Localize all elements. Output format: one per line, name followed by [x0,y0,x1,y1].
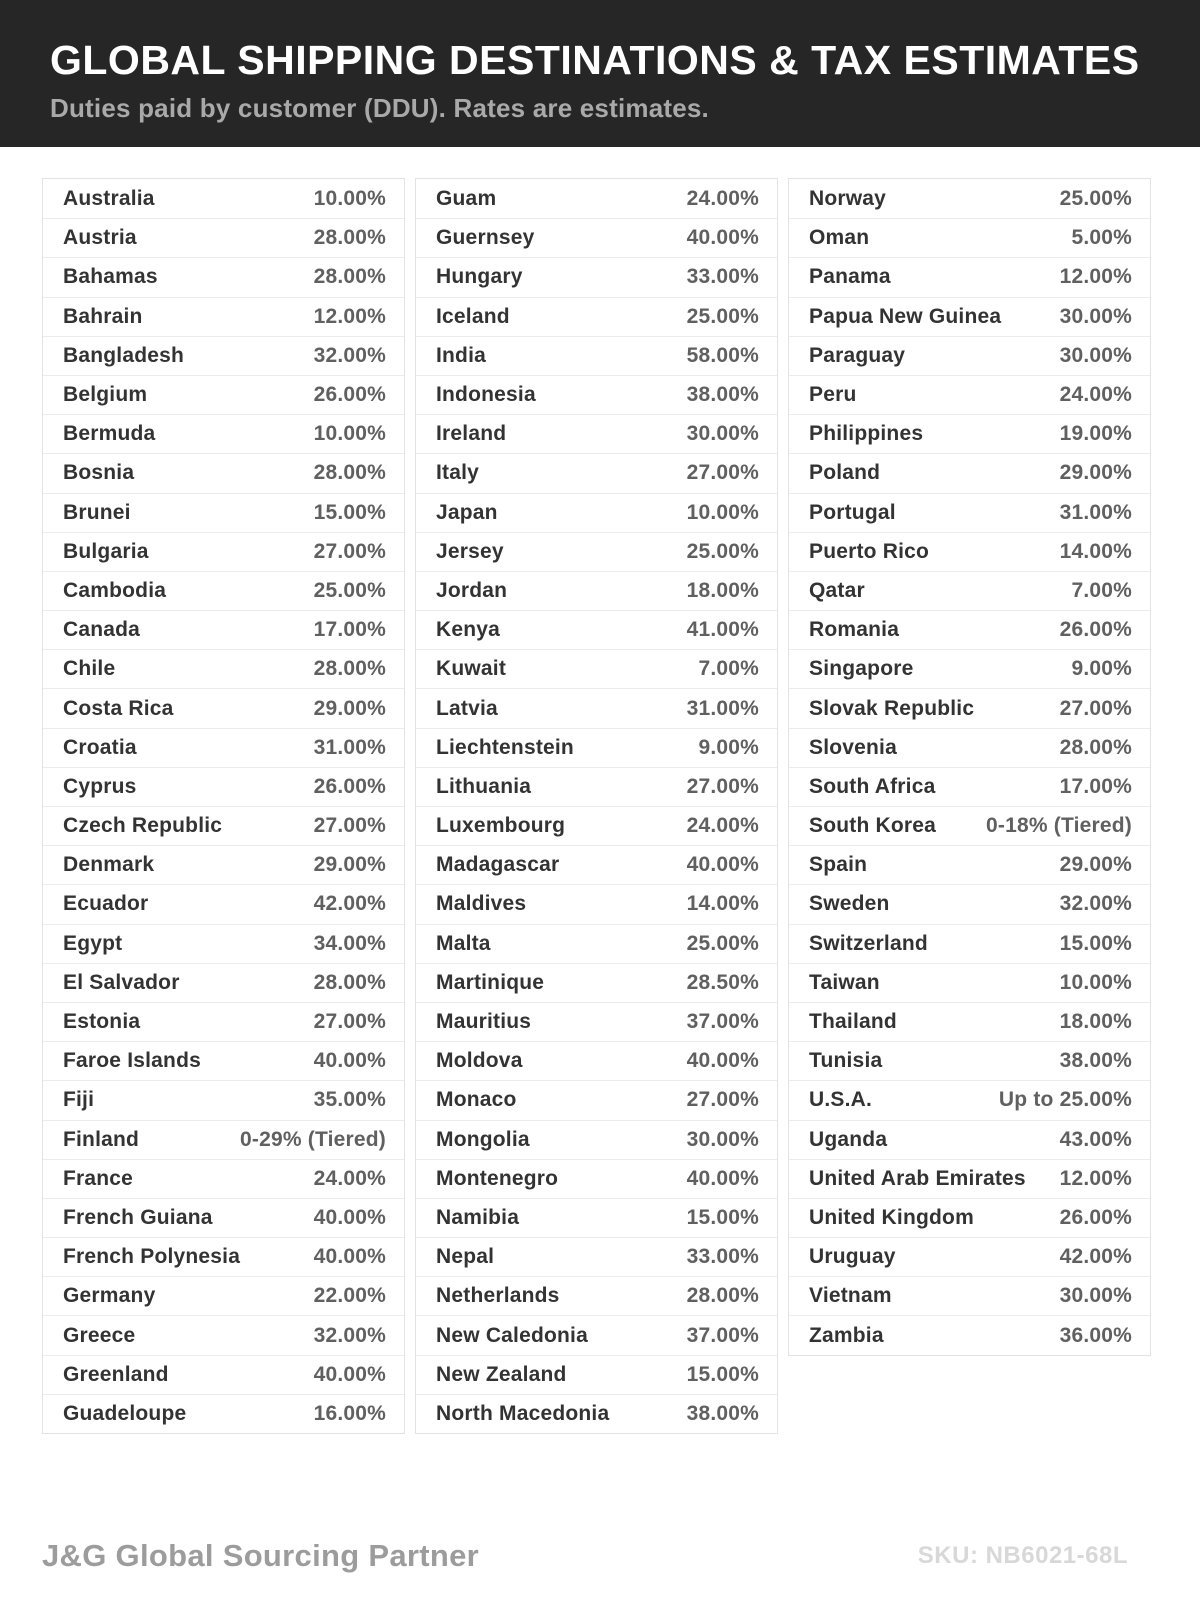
country-name: Slovak Republic [809,696,975,720]
country-name: Japan [436,500,498,524]
table-row [43,1237,404,1276]
tax-rate: 40.00% [686,226,759,250]
table-row [43,1041,404,1080]
country-name: Montenegro [436,1166,559,1190]
country-name: Faroe Islands [63,1049,201,1073]
country-name: North Macedonia [436,1401,610,1425]
country-name: Bosnia [63,461,135,485]
country-name: New Zealand [436,1362,567,1386]
country-name: Portugal [809,500,896,524]
table-row [416,1002,777,1041]
country-name: Croatia [63,735,137,759]
country-name: Guadeloupe [63,1401,187,1425]
tax-rate: 28.00% [313,265,386,289]
tax-rate: 5.00% [1071,226,1132,250]
country-name: Bulgaria [63,539,149,563]
tax-rate: 9.00% [1071,657,1132,681]
country-name: Ecuador [63,892,149,916]
table-row [416,1159,777,1198]
country-name: France [63,1166,134,1190]
table-row [789,845,1150,884]
tax-rate: 30.00% [686,1127,759,1151]
tax-rate: 18.00% [686,578,759,602]
rates-tables [42,178,1151,1434]
country-name: Jersey [436,539,504,563]
table-row [416,218,777,257]
tax-rate: 27.00% [686,774,759,798]
country-name: Egypt [63,931,123,955]
country-name: Thailand [809,1010,897,1034]
country-name: Chile [63,657,116,681]
tax-rate: 41.00% [686,618,759,642]
table-row [789,688,1150,727]
rates-column-3 [788,178,1151,1356]
page-title: GLOBAL SHIPPING DESTINATIONS & TAX ESTIMATES [50,37,1140,83]
tax-rate: 28.00% [313,657,386,681]
table-row [789,767,1150,806]
table-row [416,375,777,414]
tax-rate: 33.00% [686,265,759,289]
country-name: Latvia [436,696,498,720]
country-name: Italy [436,461,480,485]
country-name: Denmark [63,853,155,877]
country-name: Cambodia [63,578,167,602]
table-row [789,1080,1150,1119]
table-row [416,179,777,218]
tax-rate: 27.00% [313,1010,386,1034]
table-row [416,1237,777,1276]
tax-rate: 27.00% [1059,696,1132,720]
tax-rate: 17.00% [313,618,386,642]
country-name: Nepal [436,1245,495,1269]
tax-rate: 15.00% [686,1205,759,1229]
table-row [416,1041,777,1080]
tax-rate: 24.00% [686,186,759,210]
country-name: New Caledonia [436,1323,588,1347]
country-name: U.S.A. [809,1088,873,1112]
country-name: Czech Republic [63,814,223,838]
country-name: South Africa [809,774,936,798]
table-row [43,1315,404,1354]
table-row [43,1394,404,1433]
tax-rate: 31.00% [686,696,759,720]
table-row [416,1198,777,1237]
tax-rate: 40.00% [686,853,759,877]
table-row [789,257,1150,296]
table-row [43,1002,404,1041]
country-name: Liechtenstein [436,735,574,759]
country-name: Mongolia [436,1127,530,1151]
table-row [416,1120,777,1159]
tax-rate: 25.00% [313,578,386,602]
country-name: Costa Rica [63,696,174,720]
table-row [43,375,404,414]
table-row [416,257,777,296]
table-row [416,1394,777,1433]
country-name: Spain [809,853,868,877]
table-row [43,728,404,767]
tax-rate: 32.00% [313,1323,386,1347]
country-name: Estonia [63,1010,141,1034]
table-row [43,649,404,688]
country-name: United Kingdom [809,1205,974,1229]
table-row [416,610,777,649]
brand-name: J&G Global Sourcing Partner [42,1538,480,1573]
country-name: Malta [436,931,491,955]
table-row [416,414,777,453]
tax-rate: 15.00% [313,500,386,524]
tax-rate: 7.00% [698,657,759,681]
country-name: Greenland [63,1362,169,1386]
table-row [416,1315,777,1354]
tax-rate: 26.00% [313,774,386,798]
country-name: Bermuda [63,422,156,446]
country-name: Indonesia [436,383,536,407]
country-name: Lithuania [436,774,532,798]
tax-rate: 58.00% [686,343,759,367]
table-row [416,963,777,1002]
table-row [789,963,1150,1002]
tax-rate: 12.00% [313,304,386,328]
country-name: Guam [436,186,497,210]
tax-rate: 0-29% (Tiered) [240,1127,386,1151]
country-name: Netherlands [436,1284,560,1308]
table-row [789,297,1150,336]
table-row [789,1315,1150,1354]
table-row [43,806,404,845]
country-name: Iceland [436,304,510,328]
table-row [789,453,1150,492]
tax-rate: 10.00% [686,500,759,524]
sku-label: SKU: NB6021-68L [917,1542,1128,1569]
country-name: Ireland [436,422,507,446]
tax-rate: Up to 25.00% [998,1088,1132,1112]
tax-rate: 29.00% [1059,461,1132,485]
table-row [789,1041,1150,1080]
country-name: French Guiana [63,1205,213,1229]
country-name: Namibia [436,1205,520,1229]
country-name: El Salvador [63,970,180,994]
table-row [43,493,404,532]
country-name: Tunisia [809,1049,883,1073]
tax-rate: 40.00% [313,1245,386,1269]
country-name: Peru [809,383,857,407]
tax-rate: 25.00% [686,539,759,563]
table-row [43,1080,404,1119]
tax-rate: 0-18% (Tiered) [986,814,1132,838]
country-name: Germany [63,1284,156,1308]
country-name: Hungary [436,265,523,289]
table-row [789,924,1150,963]
table-row [43,179,404,218]
country-name: Switzerland [809,931,928,955]
table-row [416,688,777,727]
country-name: Kuwait [436,657,507,681]
table-row [789,1159,1150,1198]
tax-rate: 38.00% [686,383,759,407]
table-row [789,218,1150,257]
tax-rate: 12.00% [1059,1166,1132,1190]
tax-rate: 40.00% [686,1166,759,1190]
country-name: Taiwan [809,970,880,994]
tax-rate: 12.00% [1059,265,1132,289]
tax-rate: 10.00% [313,422,386,446]
table-row [789,610,1150,649]
table-row [789,375,1150,414]
table-row [789,806,1150,845]
table-row [789,1002,1150,1041]
tax-rate: 34.00% [313,931,386,955]
tax-rate: 30.00% [686,422,759,446]
table-row [43,963,404,1002]
tax-rate: 40.00% [313,1049,386,1073]
table-row [43,257,404,296]
table-row [789,179,1150,218]
tax-rate: 27.00% [686,1088,759,1112]
country-name: Kenya [436,618,501,642]
country-name: Qatar [809,578,865,602]
table-row [416,845,777,884]
country-name: Poland [809,461,881,485]
table-row [416,453,777,492]
tax-rate: 42.00% [313,892,386,916]
country-name: Martinique [436,970,545,994]
table-row [416,728,777,767]
country-name: Canada [63,618,141,642]
country-name: Australia [63,186,155,210]
table-row [789,1198,1150,1237]
country-name: Brunei [63,500,131,524]
table-row [416,493,777,532]
table-row [416,924,777,963]
tax-rate: 33.00% [686,1245,759,1269]
tax-rate: 24.00% [313,1166,386,1190]
tax-rate: 26.00% [1059,1205,1132,1229]
country-name: Fiji [63,1088,95,1112]
table-row [43,1198,404,1237]
country-name: Cyprus [63,774,137,798]
table-row [789,493,1150,532]
country-name: Jordan [436,578,508,602]
country-name: Philippines [809,422,924,446]
country-name: Sweden [809,892,890,916]
tax-rate: 28.50% [686,970,759,994]
tax-rate: 26.00% [1059,618,1132,642]
tax-rate: 30.00% [1059,304,1132,328]
country-name: Moldova [436,1049,523,1073]
tax-rate: 29.00% [1059,853,1132,877]
tax-rate: 19.00% [1059,422,1132,446]
table-row [789,1237,1150,1276]
country-name: Guernsey [436,226,535,250]
tax-rate: 37.00% [686,1323,759,1347]
table-row [789,884,1150,923]
table-row [43,688,404,727]
table-row [43,884,404,923]
country-name: Bahamas [63,265,158,289]
table-row [43,453,404,492]
table-row [789,728,1150,767]
country-name: Belgium [63,383,148,407]
table-row [416,649,777,688]
country-name: Maldives [436,892,527,916]
table-row [416,532,777,571]
table-row [43,336,404,375]
table-row [789,1276,1150,1315]
tax-rate: 38.00% [1059,1049,1132,1073]
country-name: Finland [63,1127,140,1151]
country-name: South Korea [809,814,937,838]
tax-rate: 30.00% [1059,1284,1132,1308]
country-name: Romania [809,618,900,642]
tax-rate: 10.00% [1059,970,1132,994]
country-name: French Polynesia [63,1245,241,1269]
country-name: Mauritius [436,1010,532,1034]
tax-rate: 15.00% [1059,931,1132,955]
tax-rate: 24.00% [686,814,759,838]
table-row [43,297,404,336]
tax-rate: 28.00% [313,226,386,250]
tax-rate: 9.00% [698,735,759,759]
country-name: Panama [809,265,891,289]
country-name: Bahrain [63,304,143,328]
table-row [789,336,1150,375]
tax-rate: 7.00% [1071,578,1132,602]
country-name: Madagascar [436,853,560,877]
tax-rate: 37.00% [686,1010,759,1034]
tax-rate: 38.00% [686,1401,759,1425]
tax-rate: 24.00% [1059,383,1132,407]
table-row [416,336,777,375]
country-name: Monaco [436,1088,517,1112]
table-row [416,571,777,610]
tax-rate: 22.00% [313,1284,386,1308]
tax-rate: 16.00% [313,1401,386,1425]
table-row [43,845,404,884]
table-row [43,1355,404,1394]
rates-column-2 [415,178,778,1434]
tax-rate: 32.00% [1059,892,1132,916]
table-row [789,649,1150,688]
tax-rate: 36.00% [1059,1323,1132,1347]
tax-rate: 10.00% [313,186,386,210]
table-row [43,532,404,571]
table-row [416,767,777,806]
table-row [416,1355,777,1394]
header [0,0,1200,147]
tax-rate: 27.00% [686,461,759,485]
tax-rate: 28.00% [1059,735,1132,759]
tax-rate: 27.00% [313,539,386,563]
country-name: Norway [809,186,887,210]
table-row [789,532,1150,571]
tax-rate: 14.00% [686,892,759,916]
tax-rate: 31.00% [1059,500,1132,524]
tax-rate: 29.00% [313,696,386,720]
table-row [789,1120,1150,1159]
table-row [43,414,404,453]
tax-rate: 40.00% [313,1205,386,1229]
tax-rate: 43.00% [1059,1127,1132,1151]
tax-rate: 17.00% [1059,774,1132,798]
country-name: Uganda [809,1127,888,1151]
tax-rate: 14.00% [1059,539,1132,563]
country-name: Vietnam [809,1284,892,1308]
tax-rate: 35.00% [313,1088,386,1112]
country-name: Puerto Rico [809,539,930,563]
tax-rate: 30.00% [1059,343,1132,367]
tax-rate: 25.00% [1059,186,1132,210]
tax-rate: 26.00% [313,383,386,407]
country-name: Austria [63,226,137,250]
footer [42,1538,1128,1574]
country-name: Luxembourg [436,814,566,838]
tax-rate: 25.00% [686,931,759,955]
tax-rate: 15.00% [686,1362,759,1386]
tax-rate: 40.00% [313,1362,386,1386]
country-name: Paraguay [809,343,906,367]
country-name: Slovenia [809,735,897,759]
tax-rate: 27.00% [313,814,386,838]
country-name: Zambia [809,1323,884,1347]
country-name: Bangladesh [63,343,185,367]
tax-rate: 29.00% [313,853,386,877]
table-row [43,767,404,806]
table-row [43,218,404,257]
page-subtitle: Duties paid by customer (DDU). Rates are estimates. [50,93,709,123]
country-name: United Arab Emirates [809,1166,1026,1190]
table-row [43,571,404,610]
table-row [43,1120,404,1159]
country-name: Oman [809,226,870,250]
table-row [43,610,404,649]
tax-rate: 42.00% [1059,1245,1132,1269]
table-row [789,414,1150,453]
table-row [416,806,777,845]
tax-rate: 40.00% [686,1049,759,1073]
tax-rate: 28.00% [686,1284,759,1308]
table-row [789,571,1150,610]
tax-rate: 28.00% [313,970,386,994]
table-row [43,1159,404,1198]
table-row [416,884,777,923]
tax-rate: 18.00% [1059,1010,1132,1034]
tax-rate: 25.00% [686,304,759,328]
country-name: Uruguay [809,1245,896,1269]
tax-rate: 31.00% [313,735,386,759]
table-row [416,1276,777,1315]
country-name: India [436,343,487,367]
country-name: Greece [63,1323,136,1347]
tax-rate: 32.00% [313,343,386,367]
tax-rate: 28.00% [313,461,386,485]
rates-column-1 [42,178,405,1434]
table-row [43,924,404,963]
table-row [43,1276,404,1315]
country-name: Papua New Guinea [809,304,1002,328]
table-row [416,1080,777,1119]
country-name: Singapore [809,657,914,681]
table-row [416,297,777,336]
